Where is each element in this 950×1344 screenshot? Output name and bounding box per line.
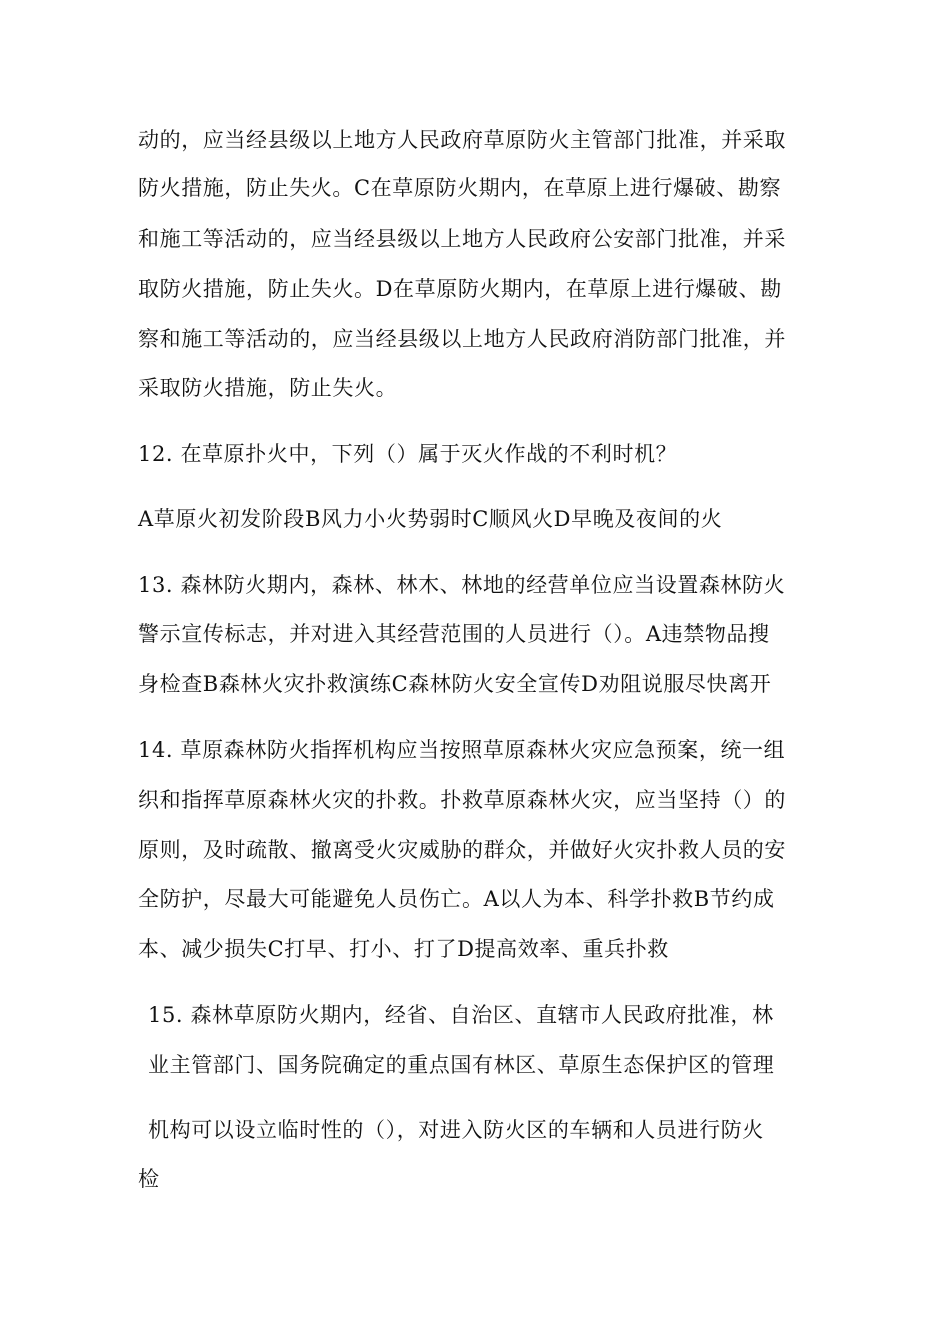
paragraph-line: 防火措施，防止失火。C在草原防火期内，在草原上进行爆破、勘察	[138, 176, 782, 200]
question-15-line: 15. 森林草原防火期内，经省、自治区、直辖市人民政府批准，林	[148, 1003, 774, 1027]
question-13-line: 身检查B森林火灾扑救演练C森林防火安全宣传D劝阻说服尽快离开	[138, 672, 772, 696]
paragraph-line: 取防火措施，防止失火。D在草原防火期内，在草原上进行爆破、勘	[138, 277, 782, 301]
question-15-line: 检	[138, 1167, 160, 1191]
paragraph-line: 察和施工等活动的，应当经县级以上地方人民政府消防部门批准，并	[138, 327, 786, 351]
question-13-line: 13. 森林防火期内，森林、林木、林地的经营单位应当设置森林防火	[138, 573, 786, 597]
question-12: 12. 在草原扑火中，下列（）属于灭火作战的不利时机？	[138, 442, 678, 466]
question-14-line: 本、减少损失C打早、打小、打了D提高效率、重兵扑救	[138, 937, 669, 961]
question-14-line: 全防护，尽最大可能避免人员伤亡。A以人为本、科学扑救B节约成	[138, 887, 775, 911]
question-14-line: 织和指挥草原森林火灾的扑救。扑救草原森林火灾，应当坚持（）的	[138, 788, 786, 812]
question-12-options: A草原火初发阶段B风力小火势弱时C顺风火D早晚及夜间的火	[138, 507, 723, 531]
question-15-line: 机构可以设立临时性的（），对进入防火区的车辆和人员进行防火	[148, 1118, 764, 1142]
question-14-line: 原则，及时疏散、撤离受火灾威胁的群众，并做好火灾扑救人员的安	[138, 838, 786, 862]
paragraph-line: 和施工等活动的，应当经县级以上地方人民政府公安部门批准，并采	[138, 227, 786, 251]
paragraph-line: 采取防火措施，防止失火。	[138, 376, 398, 400]
question-13-line: 警示宣传标志，并对进入其经营范围的人员进行（）。A违禁物品搜	[138, 622, 770, 646]
question-15-line: 业主管部门、国务院确定的重点国有林区、草原生态保护区的管理	[148, 1053, 775, 1077]
question-14-line: 14. 草原森林防火指挥机构应当按照草原森林火灾应急预案，统一组	[138, 738, 786, 762]
paragraph-line: 动的，应当经县级以上地方人民政府草原防火主管部门批准，并采取	[138, 128, 786, 152]
